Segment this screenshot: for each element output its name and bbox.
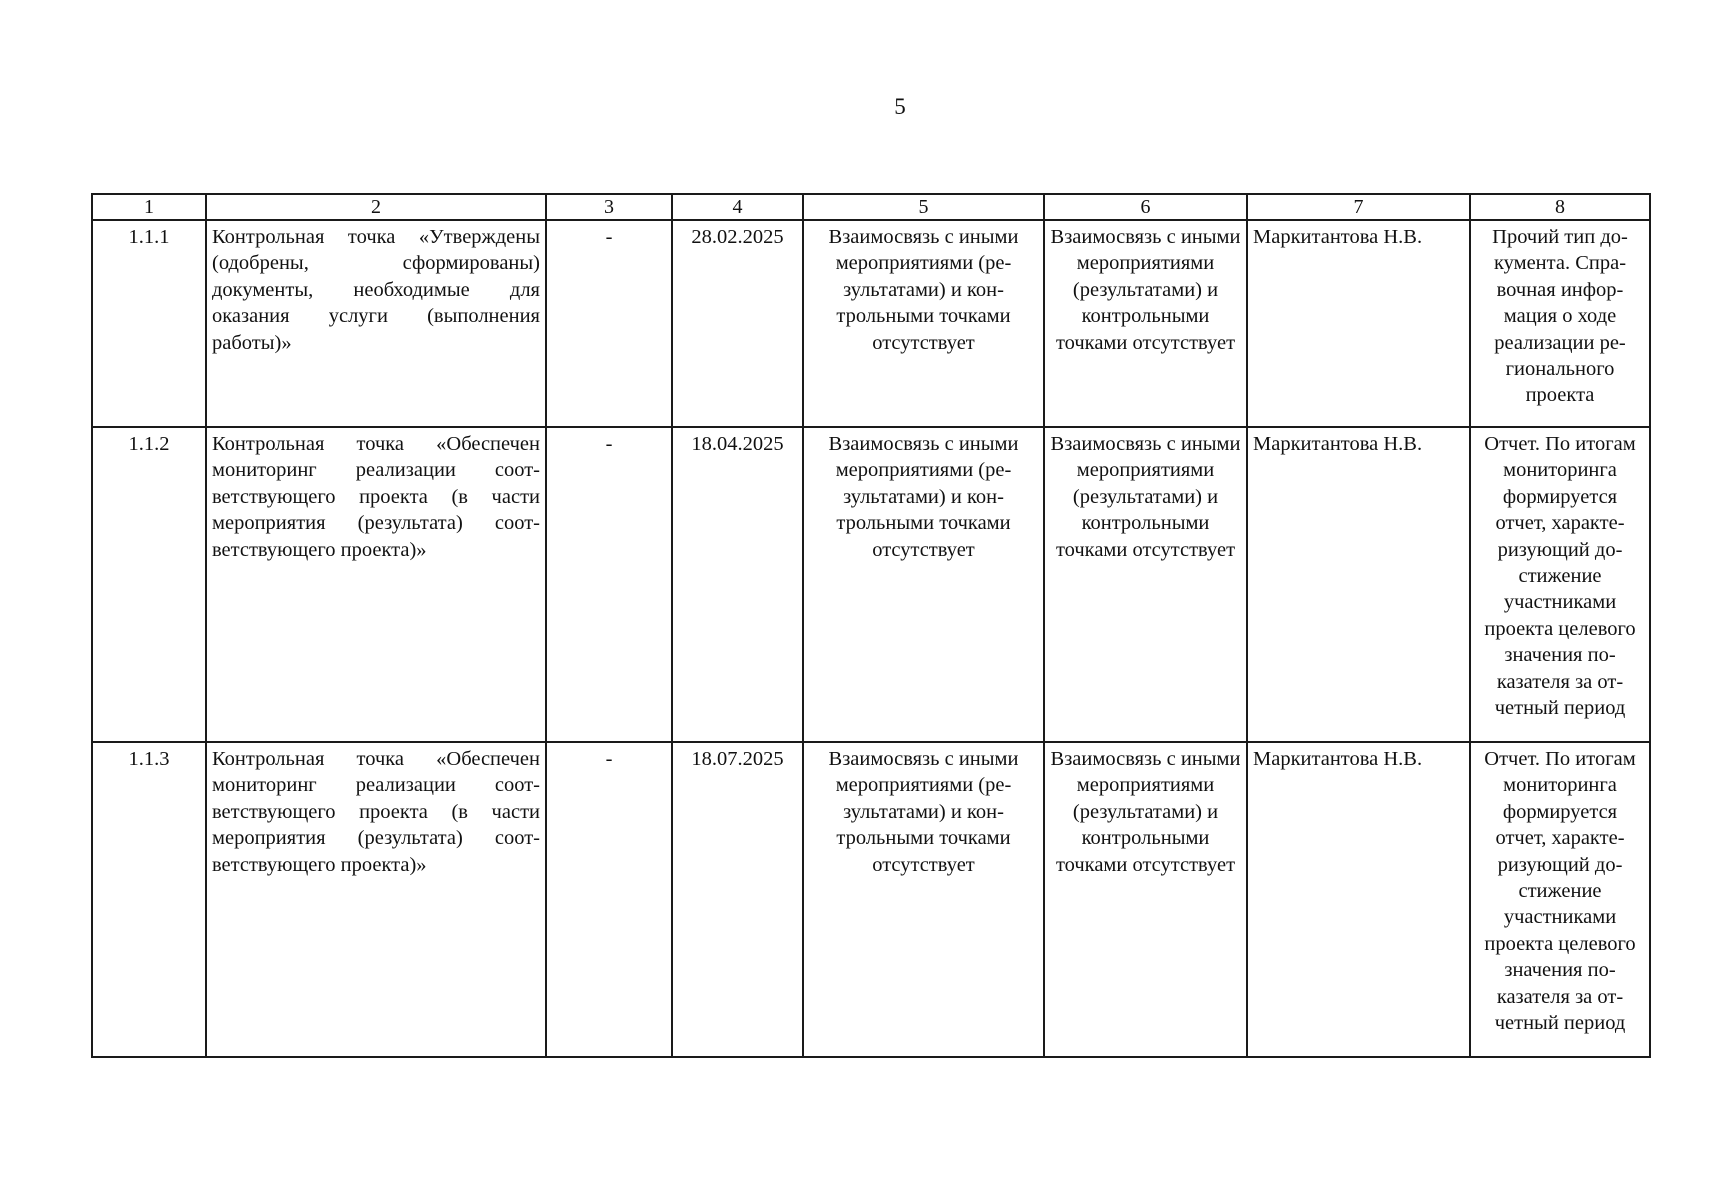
- relation-points: Взаимосвязь с иными мероприятиями (результатами) и контрольными точками отсутствует: [1044, 427, 1247, 742]
- column-header-1: 1: [92, 194, 206, 220]
- responsible-person: Маркитантова Н.В.: [1247, 742, 1470, 1057]
- page-number: 5: [894, 94, 906, 119]
- responsible-person: Маркитантова Н.В.: [1247, 427, 1470, 742]
- column-3-value: -: [546, 220, 672, 427]
- document-type: Отчет. По итогам мониторинга формируется отчет, характеризующий достижение участниками проекта целевого значения показателя за отчетный период: [1470, 742, 1650, 1057]
- due-date: 18.04.2025: [672, 427, 803, 742]
- table-row: [92, 742, 1650, 1057]
- column-3-value: -: [546, 427, 672, 742]
- relation-points: Взаимосвязь с иными мероприятиями (результатами) и контрольными точками отсутствует: [1044, 220, 1247, 427]
- row-number: 1.1.1: [92, 220, 206, 427]
- row-number: 1.1.3: [92, 742, 206, 1057]
- control-point-name: Контрольная точка «Утверждены (одобрены, сформированы) документы, необходимые для оказания услуги (выполнения работы)»: [206, 220, 546, 427]
- column-header-4: 4: [672, 194, 803, 220]
- column-header-5: 5: [803, 194, 1044, 220]
- due-date: 18.07.2025: [672, 742, 803, 1057]
- relation-events: Взаимосвязь с иными мероприятиями (результатами) и контрольными точками отсутствует: [803, 220, 1044, 427]
- document-type: Отчет. По итогам мониторинга формируется отчет, характеризующий достижение участниками проекта целевого значения показателя за отчетный период: [1470, 427, 1650, 742]
- column-header-7: 7: [1247, 194, 1470, 220]
- document-type: Прочий тип документа. Справочная информация о ходе реализации регионального проекта: [1470, 220, 1650, 427]
- due-date: 28.02.2025: [672, 220, 803, 427]
- responsible-person: Маркитантова Н.В.: [1247, 220, 1470, 427]
- row-number: 1.1.2: [92, 427, 206, 742]
- relation-events: Взаимосвязь с иными мероприятиями (результатами) и контрольными точками отсутствует: [803, 427, 1044, 742]
- control-point-name: Контрольная точка «Обеспечен мониторинг реализации соответствующего проекта (в части мероприятия (результата) соответствующего проекта)»: [206, 742, 546, 1057]
- table-row: [92, 220, 1650, 427]
- column-3-value: -: [546, 742, 672, 1057]
- control-point-name: Контрольная точка «Обеспечен мониторинг реализации соответствующего проекта (в части мероприятия (результата) соответствующего проекта)»: [206, 427, 546, 742]
- column-header-3: 3: [546, 194, 672, 220]
- relation-points: Взаимосвязь с иными мероприятиями (результатами) и контрольными точками отсутствует: [1044, 742, 1247, 1057]
- column-number-row: [92, 194, 1650, 220]
- column-header-8: 8: [1470, 194, 1650, 220]
- control-points-table: [91, 193, 1651, 1058]
- table-row: [92, 427, 1650, 742]
- column-header-6: 6: [1044, 194, 1247, 220]
- relation-events: Взаимосвязь с иными мероприятиями (результатами) и контрольными точками отсутствует: [803, 742, 1044, 1057]
- column-header-2: 2: [206, 194, 546, 220]
